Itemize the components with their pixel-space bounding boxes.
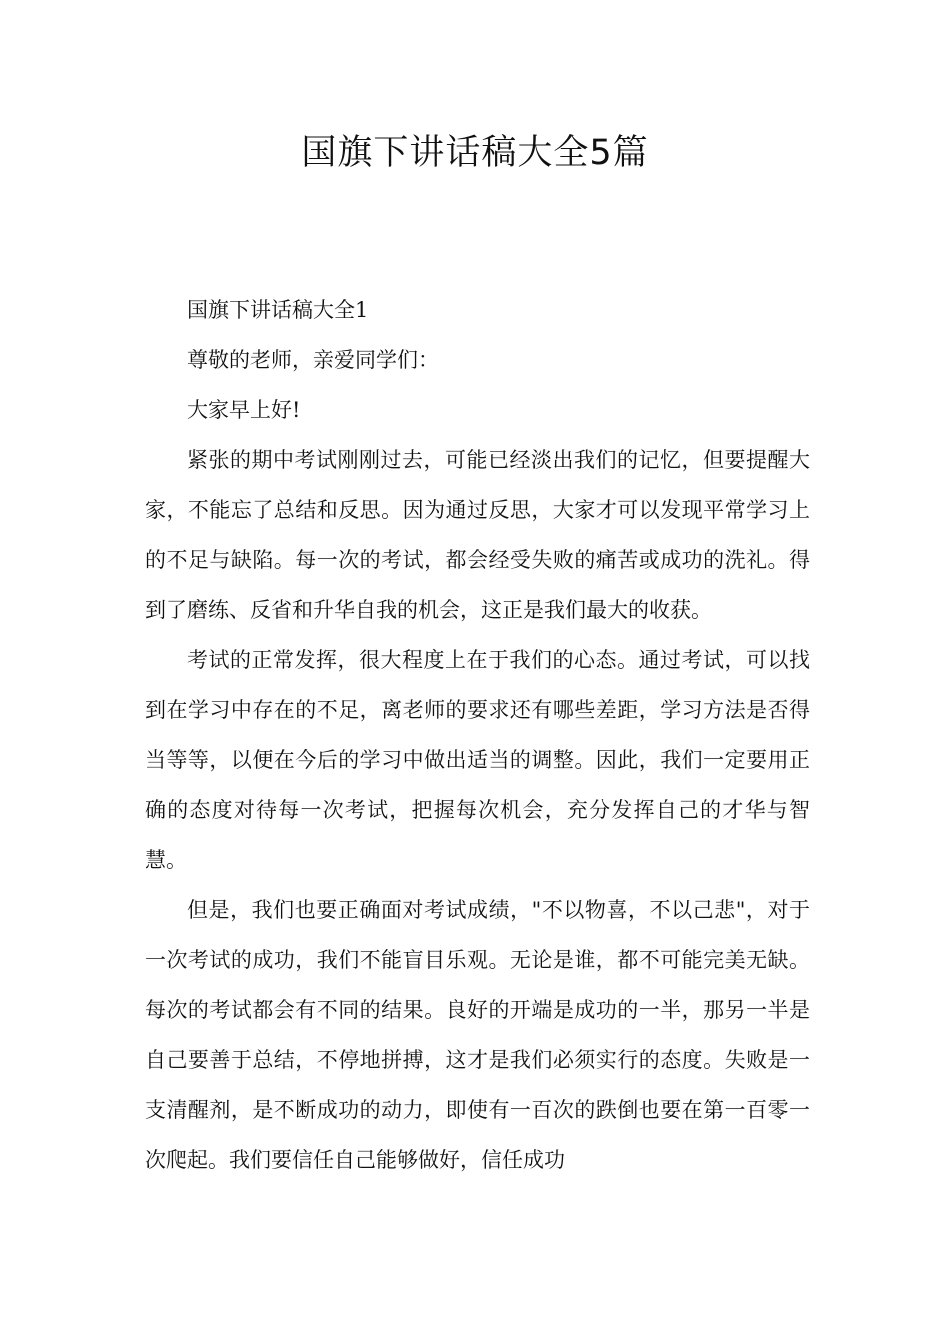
salutation: 尊敬的老师，亲爱同学们： xyxy=(187,348,439,372)
body-paragraph: 考试的正常发挥，很大程度上在于我们的心态。通过考试，可以找到在学习中存在的不足，离老师的要求还有哪些差距，学习方法是否得当等等，以便在今后的学习中做出适当的调整。因此，我们一定要用正确的态度对待每一次考试，把握每次机会，充分发挥自己的才华与智慧。 xyxy=(145,648,810,872)
greeting: 大家早上好! xyxy=(187,398,301,422)
document-body xyxy=(145,285,810,1185)
section-heading: 国旗下讲话稿大全1 xyxy=(187,298,369,322)
body-paragraph: 紧张的期中考试刚刚过去，可能已经淡出我们的记忆，但要提醒大家，不能忘了总结和反思。因为通过反思，大家才可以发现平常学习上的不足与缺陷。每一次的考试，都会经受失败的痛苦或成功的洗礼。得到了磨练、反省和升华自我的机会，这正是我们最大的收获。 xyxy=(145,448,810,622)
document-title: 国旗下讲话稿大全5篇 xyxy=(301,133,649,173)
body-paragraph: 但是，我们也要正确面对考试成绩，"不以物喜，不以己悲"，对于一次考试的成功，我们不能盲目乐观。无论是谁，都不可能完美无缺。每次的考试都会有不同的结果。良好的开端是成功的一半，那另一半是自己要善于总结，不停地拼搏，这才是我们必须实行的态度。失败是一支清醒剂，是不断成功的动力，即使有一百次的跌倒也要在第一百零一次爬起。我们要信任自己能够做好，信任成功 xyxy=(145,898,810,1172)
